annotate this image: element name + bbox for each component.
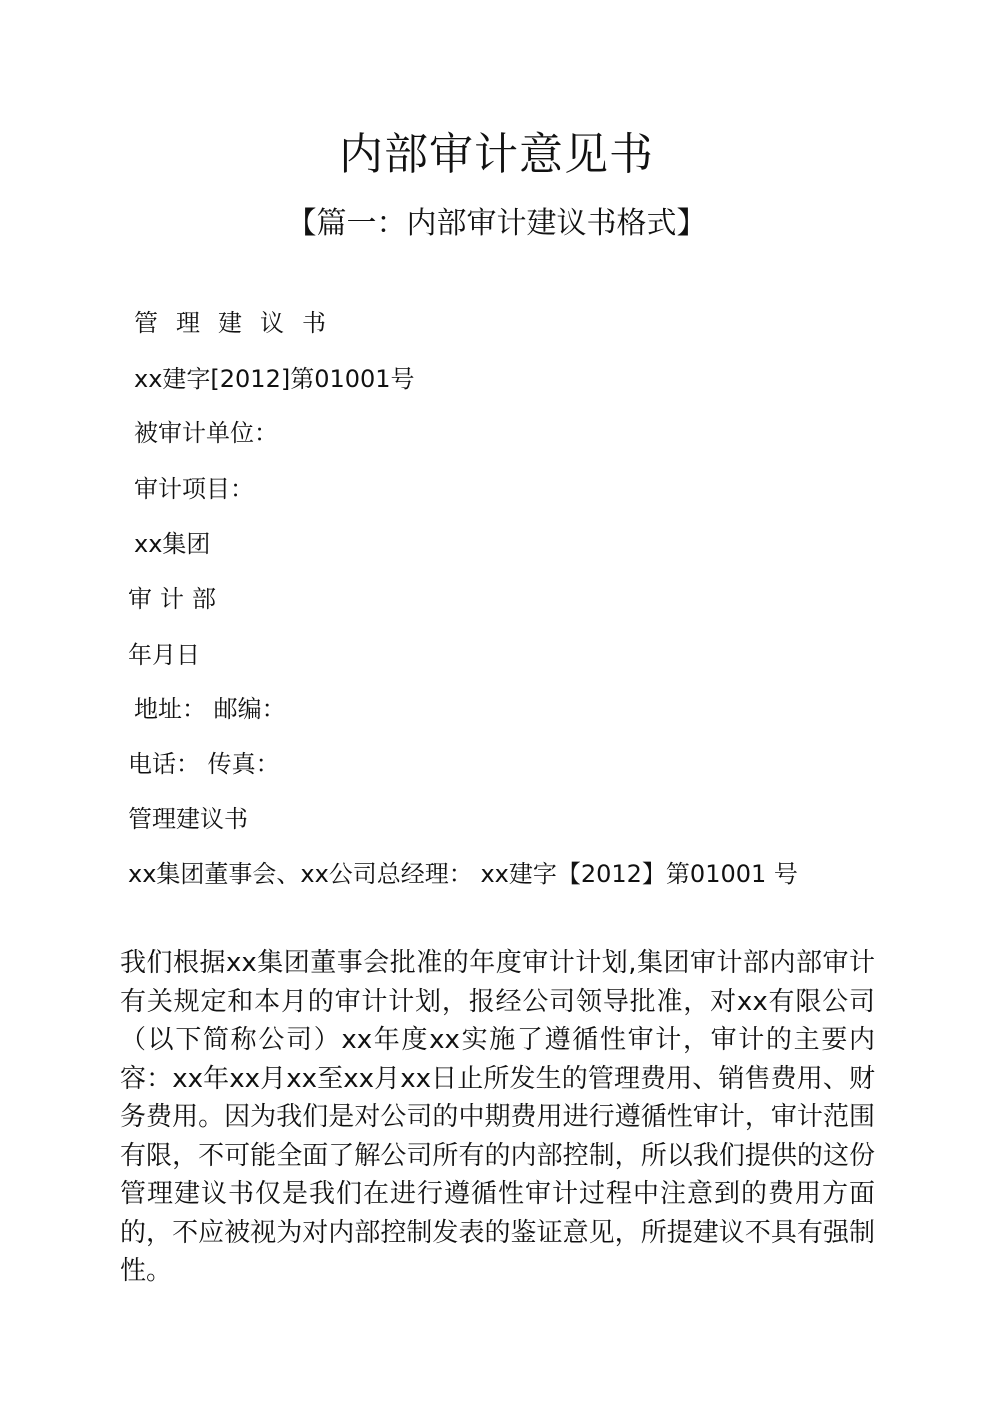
address-line: 地址： 邮编： xyxy=(134,695,286,723)
document-title: 内部审计意见书 xyxy=(339,129,654,180)
cover-heading: 管理建议书 xyxy=(134,309,344,337)
phone-line: 电话： 传真： xyxy=(128,750,280,778)
department: 审计部 xyxy=(128,585,224,613)
date-label: 年月日 xyxy=(128,641,200,669)
doc-number: xx建字[2012]第01001号 xyxy=(134,365,415,393)
letter-body: 我们根据xx集团董事会批准的年度审计计划,集团审计部内部审计有关规定和本月的审计计划，报经公司领导批准，对xx有限公司（以下简称公司）xx年度xx实施了遵循性审计，审计的主要内容：xx年xx月xx至xx月xx日止所发生的管理费用、销售费用、财务费用。因为我们是对公司的中期费用进行遵循性审计，审计范围有限，不可能全面了解公司所有的内部控制，所以我们提供的这份管理建议书仅是我们在进行遵循性审计过程中注意到的费用方面的，不应被视为对内部控制发表的鉴证意见，所提建议不具有强制性。 xyxy=(120,948,875,1286)
audited-unit-label: 被审计单位： xyxy=(134,419,278,447)
group-name: xx集团 xyxy=(134,530,211,558)
addressee-line: xx集团董事会、xx公司总经理： xx建字【2012】第01001 号 xyxy=(128,860,798,888)
audit-item-label: 审计项目： xyxy=(134,475,254,503)
document-subtitle: 【篇一：内部审计建议书格式】 xyxy=(286,206,707,241)
letter-heading: 管理建议书 xyxy=(128,805,248,833)
